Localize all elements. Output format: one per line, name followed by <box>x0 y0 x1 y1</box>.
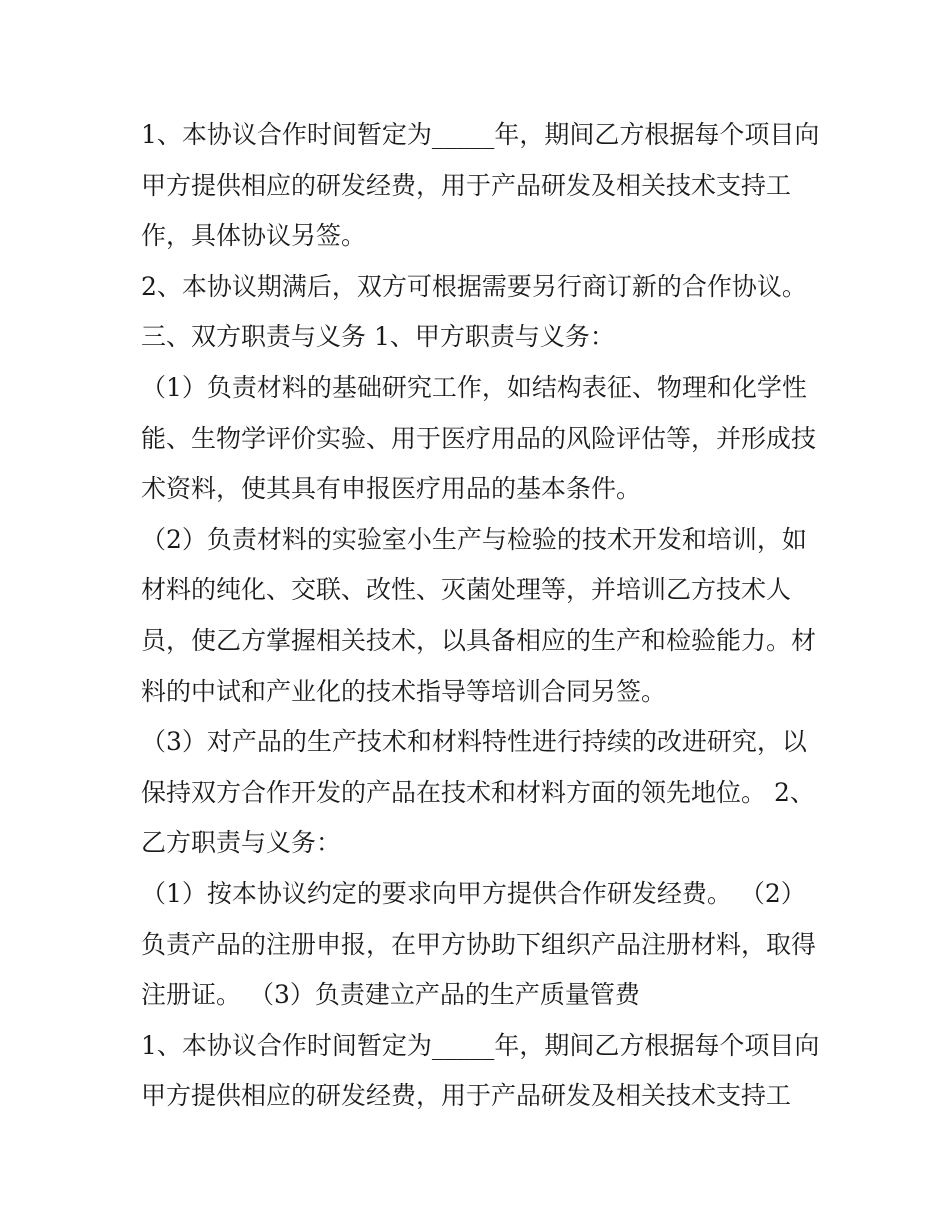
clause-1-line-2: 甲方提供相应的研发经费，用于产品研发及相关技术支持工 <box>141 170 792 200</box>
clause-2-line-1: 2、本协议期满后，双方可根据需要另行商订新的合作协议。 <box>141 271 807 301</box>
party-a-item-2-line-2: 材料的纯化、交联、改性、灭菌处理等，并培训乙方技术人 <box>141 575 792 605</box>
party-a-item-1-line-3: 术资料，使其具有申报医疗用品的基本条件。 <box>141 474 642 504</box>
party-a-item-1-line-2: 能、生物学评价实验、用于医疗用品的风险评估等，并形成技 <box>141 423 817 453</box>
clause-1-line-3: 作，具体协议另签。 <box>141 221 367 251</box>
party-a-item-3-line-2: 保持双方合作开发的产品在技术和材料方面的领先地位。 2、 <box>141 777 815 807</box>
clause-1-line-1: 1、本协议合作时间暂定为_____年，期间乙方根据每个项目向 <box>141 120 820 149</box>
document-body <box>141 110 831 1122</box>
repeat-clause-1-line-1: 1、本协议合作时间暂定为_____年，期间乙方根据每个项目向 <box>141 1030 820 1060</box>
party-a-item-1-line-1: （1）负责材料的基础研究工作，如结构表征、物理和化学性 <box>141 372 807 402</box>
party-a-item-2-line-1: （2）负责材料的实验室小生产与检验的技术开发和培训，如 <box>141 524 807 554</box>
party-b-heading: 乙方职责与义务： <box>141 828 342 858</box>
party-b-items-line-3: 注册证。 （3）负责建立产品的生产质量管费 <box>141 980 640 1010</box>
repeat-clause-1-line-2: 甲方提供相应的研发经费，用于产品研发及相关技术支持工 <box>141 1081 792 1111</box>
section-3-heading: 三、双方职责与义务 1、甲方职责与义务： <box>141 322 615 352</box>
party-b-items-line-2: 负责产品的注册申报，在甲方协助下组织产品注册材料，取得 <box>141 929 817 959</box>
party-a-item-3-line-1: （3）对产品的生产技术和材料特性进行持续的改进研究，以 <box>141 727 807 757</box>
party-a-item-2-line-4: 料的中试和产业化的技术指导等培训合同另签。 <box>141 676 667 706</box>
party-b-items-line-1: （1）按本协议约定的要求向甲方提供合作研发经费。 （2） <box>141 878 806 908</box>
party-a-item-2-line-3: 员，使乙方掌握相关技术，以具备相应的生产和检验能力。材 <box>141 625 817 655</box>
